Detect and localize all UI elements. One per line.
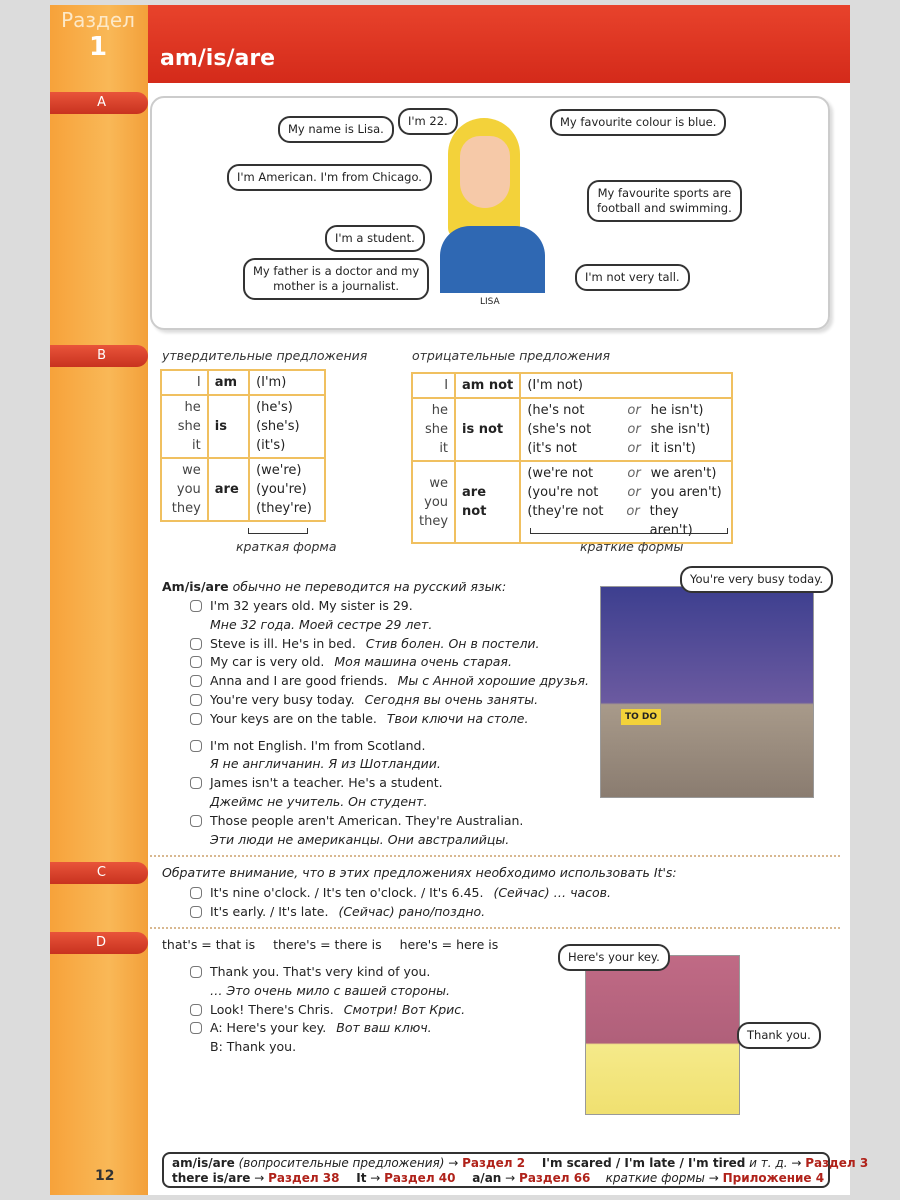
checkbox-icon (190, 777, 202, 789)
example-ru: Я не англичанин. Я из Шотландии. (210, 756, 441, 772)
bubble-line: My favourite sports are (597, 186, 732, 200)
checkbox-icon (190, 638, 202, 650)
section-tab-b: B (50, 345, 148, 367)
example-en: My car is very old. (210, 654, 325, 670)
speech-bubble (243, 258, 429, 300)
table-row (412, 398, 732, 461)
example-en: I'm 32 years old. My sister is 29. (210, 598, 413, 613)
short-form-line (527, 483, 725, 502)
example-en: B: Thank you. (210, 1039, 297, 1055)
subject: he (431, 403, 449, 418)
subject-cell (161, 458, 208, 521)
example-item (190, 691, 589, 710)
short-form: (it's not (527, 441, 577, 456)
example-item (190, 774, 589, 812)
example-en: A: Here's your key. (210, 1020, 327, 1036)
short-form: (I'm not) (527, 378, 583, 393)
footer-segment: → (366, 1171, 385, 1185)
example-ru: Эти люди не американцы. Они австралийцы. (210, 831, 510, 847)
subject: it (192, 438, 201, 453)
footer-segment: → (501, 1171, 520, 1185)
speech-bubble: I'm 22. (398, 108, 458, 135)
footer-segment: a/an (455, 1171, 502, 1185)
verb-cell: are (208, 458, 249, 521)
example-ru: Вот ваш ключ. (336, 1020, 432, 1036)
intro-bold: Am/is/are (162, 579, 229, 594)
footer-segment: Раздел 40 (384, 1171, 456, 1185)
alt-form: she isn't) (650, 422, 711, 437)
subject-cell (412, 398, 455, 461)
footer-segment: → (791, 1156, 806, 1170)
example-text (210, 710, 528, 729)
subject-cell (412, 373, 455, 398)
alt-form: we aren't) (650, 466, 717, 481)
short-form-label: краткая форма (236, 539, 337, 554)
footer-segment: Раздел 38 (268, 1171, 340, 1185)
footer-segment: It (339, 1171, 367, 1185)
checkbox-icon (190, 675, 202, 687)
subject: we (182, 463, 201, 478)
footer-segment: (вопросительные предложения) (234, 1156, 449, 1170)
or-label: or (627, 422, 641, 437)
checkbox-icon (190, 713, 202, 725)
affirmative-table (160, 369, 326, 522)
example-item (190, 812, 589, 850)
footer-segment: → (704, 1171, 723, 1185)
example-en: It's early. / It's late. (210, 903, 329, 919)
checkbox-icon (190, 656, 202, 668)
example-ru: Мне 32 года. Моей сестре 29 лет. (210, 616, 433, 632)
bracket (530, 528, 728, 534)
speech-bubble: Here's your key. (558, 944, 670, 971)
footer-segment: Раздел 3 (805, 1156, 869, 1170)
short-form: (you're) (256, 482, 307, 497)
short-form: (she's not (527, 422, 592, 437)
checkbox-icon (190, 1004, 202, 1016)
example-en: Those people aren't American. They're Australian. (210, 812, 524, 828)
footer-segment: there is/are (172, 1171, 251, 1185)
short-forms-label: краткие формы (580, 539, 684, 554)
subject: they (171, 501, 201, 516)
footer-segment: Раздел 66 (519, 1171, 591, 1185)
alt-form: it isn't) (650, 441, 696, 456)
divider (150, 855, 840, 857)
contraction: that's = that is (162, 937, 256, 952)
example-item (190, 903, 611, 922)
table-row (161, 370, 325, 395)
verb-cell: is not (455, 398, 520, 461)
short-form: (it's) (256, 438, 286, 453)
example-text (210, 737, 441, 775)
table-row (161, 458, 325, 521)
footer-line (172, 1171, 825, 1186)
example-text (210, 691, 538, 710)
short-form-line (527, 420, 725, 439)
example-ru: Сегодня вы очень заняты. (364, 691, 539, 707)
checkbox-icon (190, 887, 202, 899)
contraction: here's = here is (399, 937, 499, 952)
lisa-illustration (440, 118, 545, 293)
footer-segment: и т. д. (745, 1156, 792, 1170)
example-en: I'm not English. I'm from Scotland. (210, 737, 426, 753)
verb-cell: is (208, 395, 249, 458)
short-form: (you're not (527, 485, 599, 500)
example-item (190, 635, 589, 654)
intro-text (162, 579, 506, 594)
intro-rest: обычно не переводится на русский язык: (228, 579, 507, 594)
negative-label: отрицательные предложения (412, 348, 611, 363)
contractions (162, 937, 498, 952)
example-en: Thank you. That's very kind of you. (210, 964, 431, 979)
example-text (210, 812, 523, 850)
subject: it (439, 441, 449, 456)
divider (150, 927, 840, 929)
verb-cell: am not (455, 373, 520, 398)
subject-cell (161, 395, 208, 458)
short-form: (we're not (527, 466, 594, 481)
checkbox-icon (190, 906, 202, 918)
short-form: (they're) (256, 501, 312, 516)
page-number: 12 (95, 1168, 115, 1184)
footer-segment: Раздел 2 (462, 1156, 526, 1170)
example-item (190, 884, 611, 903)
short-form: (she's) (256, 419, 300, 434)
subject: he (184, 400, 201, 415)
verb-cell: are not (455, 461, 520, 543)
bubble-line: My father is a doctor and my (253, 264, 420, 278)
speech-bubble: Thank you. (737, 1022, 821, 1049)
verb-cell: am (208, 370, 249, 395)
subject: she (425, 422, 449, 437)
cross-reference-box (162, 1152, 869, 1188)
header-band (148, 5, 850, 83)
subject: I (444, 378, 449, 393)
footer-segment: Приложение 4 (722, 1171, 825, 1185)
example-en: Look! There's Chris. (210, 1001, 334, 1017)
example-ru: Стив болен. Он в постели. (365, 635, 540, 651)
example-text (210, 672, 589, 691)
example-item (190, 963, 465, 1001)
lisa-caption: LISA (480, 297, 500, 307)
example-en: You're very busy today. (210, 691, 355, 707)
example-item (190, 737, 589, 775)
short-form: (he's) (256, 400, 293, 415)
hotel-illustration (585, 955, 740, 1115)
or-label: or (627, 403, 641, 418)
example-item (190, 1001, 465, 1020)
short-form-line (527, 439, 725, 458)
section-tab-a: A (50, 92, 148, 114)
short-form-cell (249, 395, 325, 458)
example-ru: Смотри! Вот Крис. (343, 1001, 466, 1017)
example-en: Anna and I are good friends. (210, 673, 388, 689)
subject: you (176, 482, 201, 497)
speech-bubble: I'm not very tall. (575, 264, 690, 291)
example-text (210, 653, 512, 672)
footer-segment: I'm scared / I'm late / I'm tired (525, 1156, 746, 1170)
speech-bubble: I'm American. I'm from Chicago. (227, 164, 432, 191)
examples-b (190, 597, 589, 849)
example-text (210, 1001, 465, 1020)
short-form: (we're) (256, 463, 302, 478)
short-form: (he's not (527, 403, 585, 418)
footer-segment: краткие формы (590, 1171, 705, 1185)
short-form-cell (249, 458, 325, 521)
example-item (190, 710, 589, 729)
example-en: It's nine o'clock. / It's ten o'clock. / It's 6.45. (210, 885, 484, 900)
checkbox-icon (190, 966, 202, 978)
short-form-cell (249, 370, 325, 395)
short-form-line (527, 401, 725, 420)
subject-cell (412, 461, 455, 543)
example-ru: Моя машина очень старая. (334, 654, 512, 670)
example-text (210, 1038, 296, 1057)
short-form-cell (520, 398, 732, 461)
subject: they (419, 513, 449, 529)
unit-label: Раздел (61, 8, 135, 32)
page-title: am/is/are (160, 46, 276, 71)
example-text (210, 884, 611, 903)
bracket (248, 528, 308, 534)
footer-line (172, 1156, 869, 1171)
example-text (210, 774, 443, 812)
examples-c (190, 884, 611, 922)
example-ru: Мы с Анной хорошие друзья. (397, 673, 590, 689)
checkbox-icon (190, 1022, 202, 1034)
example-text (210, 1019, 432, 1038)
example-item (190, 1038, 465, 1057)
subject-cell (161, 370, 208, 395)
subject: we (429, 475, 449, 491)
checkbox-icon (190, 815, 202, 827)
speech-bubble: You're very busy today. (680, 566, 833, 593)
contraction: there's = there is (273, 937, 382, 952)
subject: she (177, 419, 201, 434)
alt-form: you aren't) (650, 485, 722, 500)
example-ru: Твои ключи на столе. (386, 710, 529, 726)
footer-segment: am/is/are (172, 1156, 235, 1170)
table-row (161, 395, 325, 458)
speech-bubble: My favourite colour is blue. (550, 109, 726, 136)
speech-bubble: My name is Lisa. (278, 116, 394, 143)
section-tab-c: C (50, 862, 148, 884)
footer-segment: → (250, 1171, 269, 1185)
sidebar (50, 5, 148, 1195)
example-item (190, 1019, 465, 1038)
example-ru: Джеймс не учитель. Он студент. (210, 793, 428, 809)
or-label: or (627, 441, 641, 456)
alt-form: he isn't) (650, 403, 704, 418)
short-form-line (527, 376, 725, 395)
example-en: Your keys are on the table. (210, 710, 377, 726)
short-form: (they're not (527, 504, 604, 519)
example-text (210, 963, 450, 1001)
example-ru: (Сейчас) … часов. (493, 885, 612, 900)
subject: I (196, 375, 201, 390)
example-item (190, 672, 589, 691)
todo-sign: TO DO (621, 709, 661, 725)
subject: you (424, 494, 449, 510)
short-form-cell (520, 373, 732, 398)
or-label: or (626, 504, 640, 519)
or-label: or (627, 485, 641, 500)
or-label: or (627, 466, 641, 481)
short-form-line (527, 464, 725, 483)
table-row (412, 373, 732, 398)
negative-table (411, 372, 733, 544)
short-form-line (527, 502, 725, 540)
example-text (210, 903, 485, 922)
bubble-line: football and swimming. (597, 201, 732, 215)
example-ru: … Это очень мило с вашей стороны. (210, 982, 451, 998)
section-tab-d: D (50, 932, 148, 954)
checkbox-icon (190, 740, 202, 752)
example-en: Steve is ill. He's in bed. (210, 635, 356, 651)
section-c-intro: Обратите внимание, что в этих предложениях необходимо использовать It's: (162, 865, 677, 880)
example-item (190, 597, 589, 635)
checkbox-icon (190, 694, 202, 706)
alt-form: they aren't) (649, 504, 693, 538)
bubble-line: mother is a journalist. (273, 279, 400, 293)
example-text (210, 635, 540, 654)
short-form: (I'm) (256, 375, 287, 390)
example-text (210, 597, 432, 635)
affirmative-label: утвердительные предложения (162, 348, 368, 363)
unit-number: 1 (88, 32, 108, 62)
checkbox-icon (190, 600, 202, 612)
example-item (190, 653, 589, 672)
example-ru: (Сейчас) рано/поздно. (338, 903, 486, 919)
speech-bubble (587, 180, 742, 222)
example-en: James isn't a teacher. He's a student. (210, 775, 443, 791)
examples-d (190, 963, 465, 1057)
footer-segment: → (448, 1156, 463, 1170)
office-illustration (600, 586, 814, 798)
unit-badge (52, 8, 144, 80)
speech-bubble: I'm a student. (325, 225, 425, 252)
